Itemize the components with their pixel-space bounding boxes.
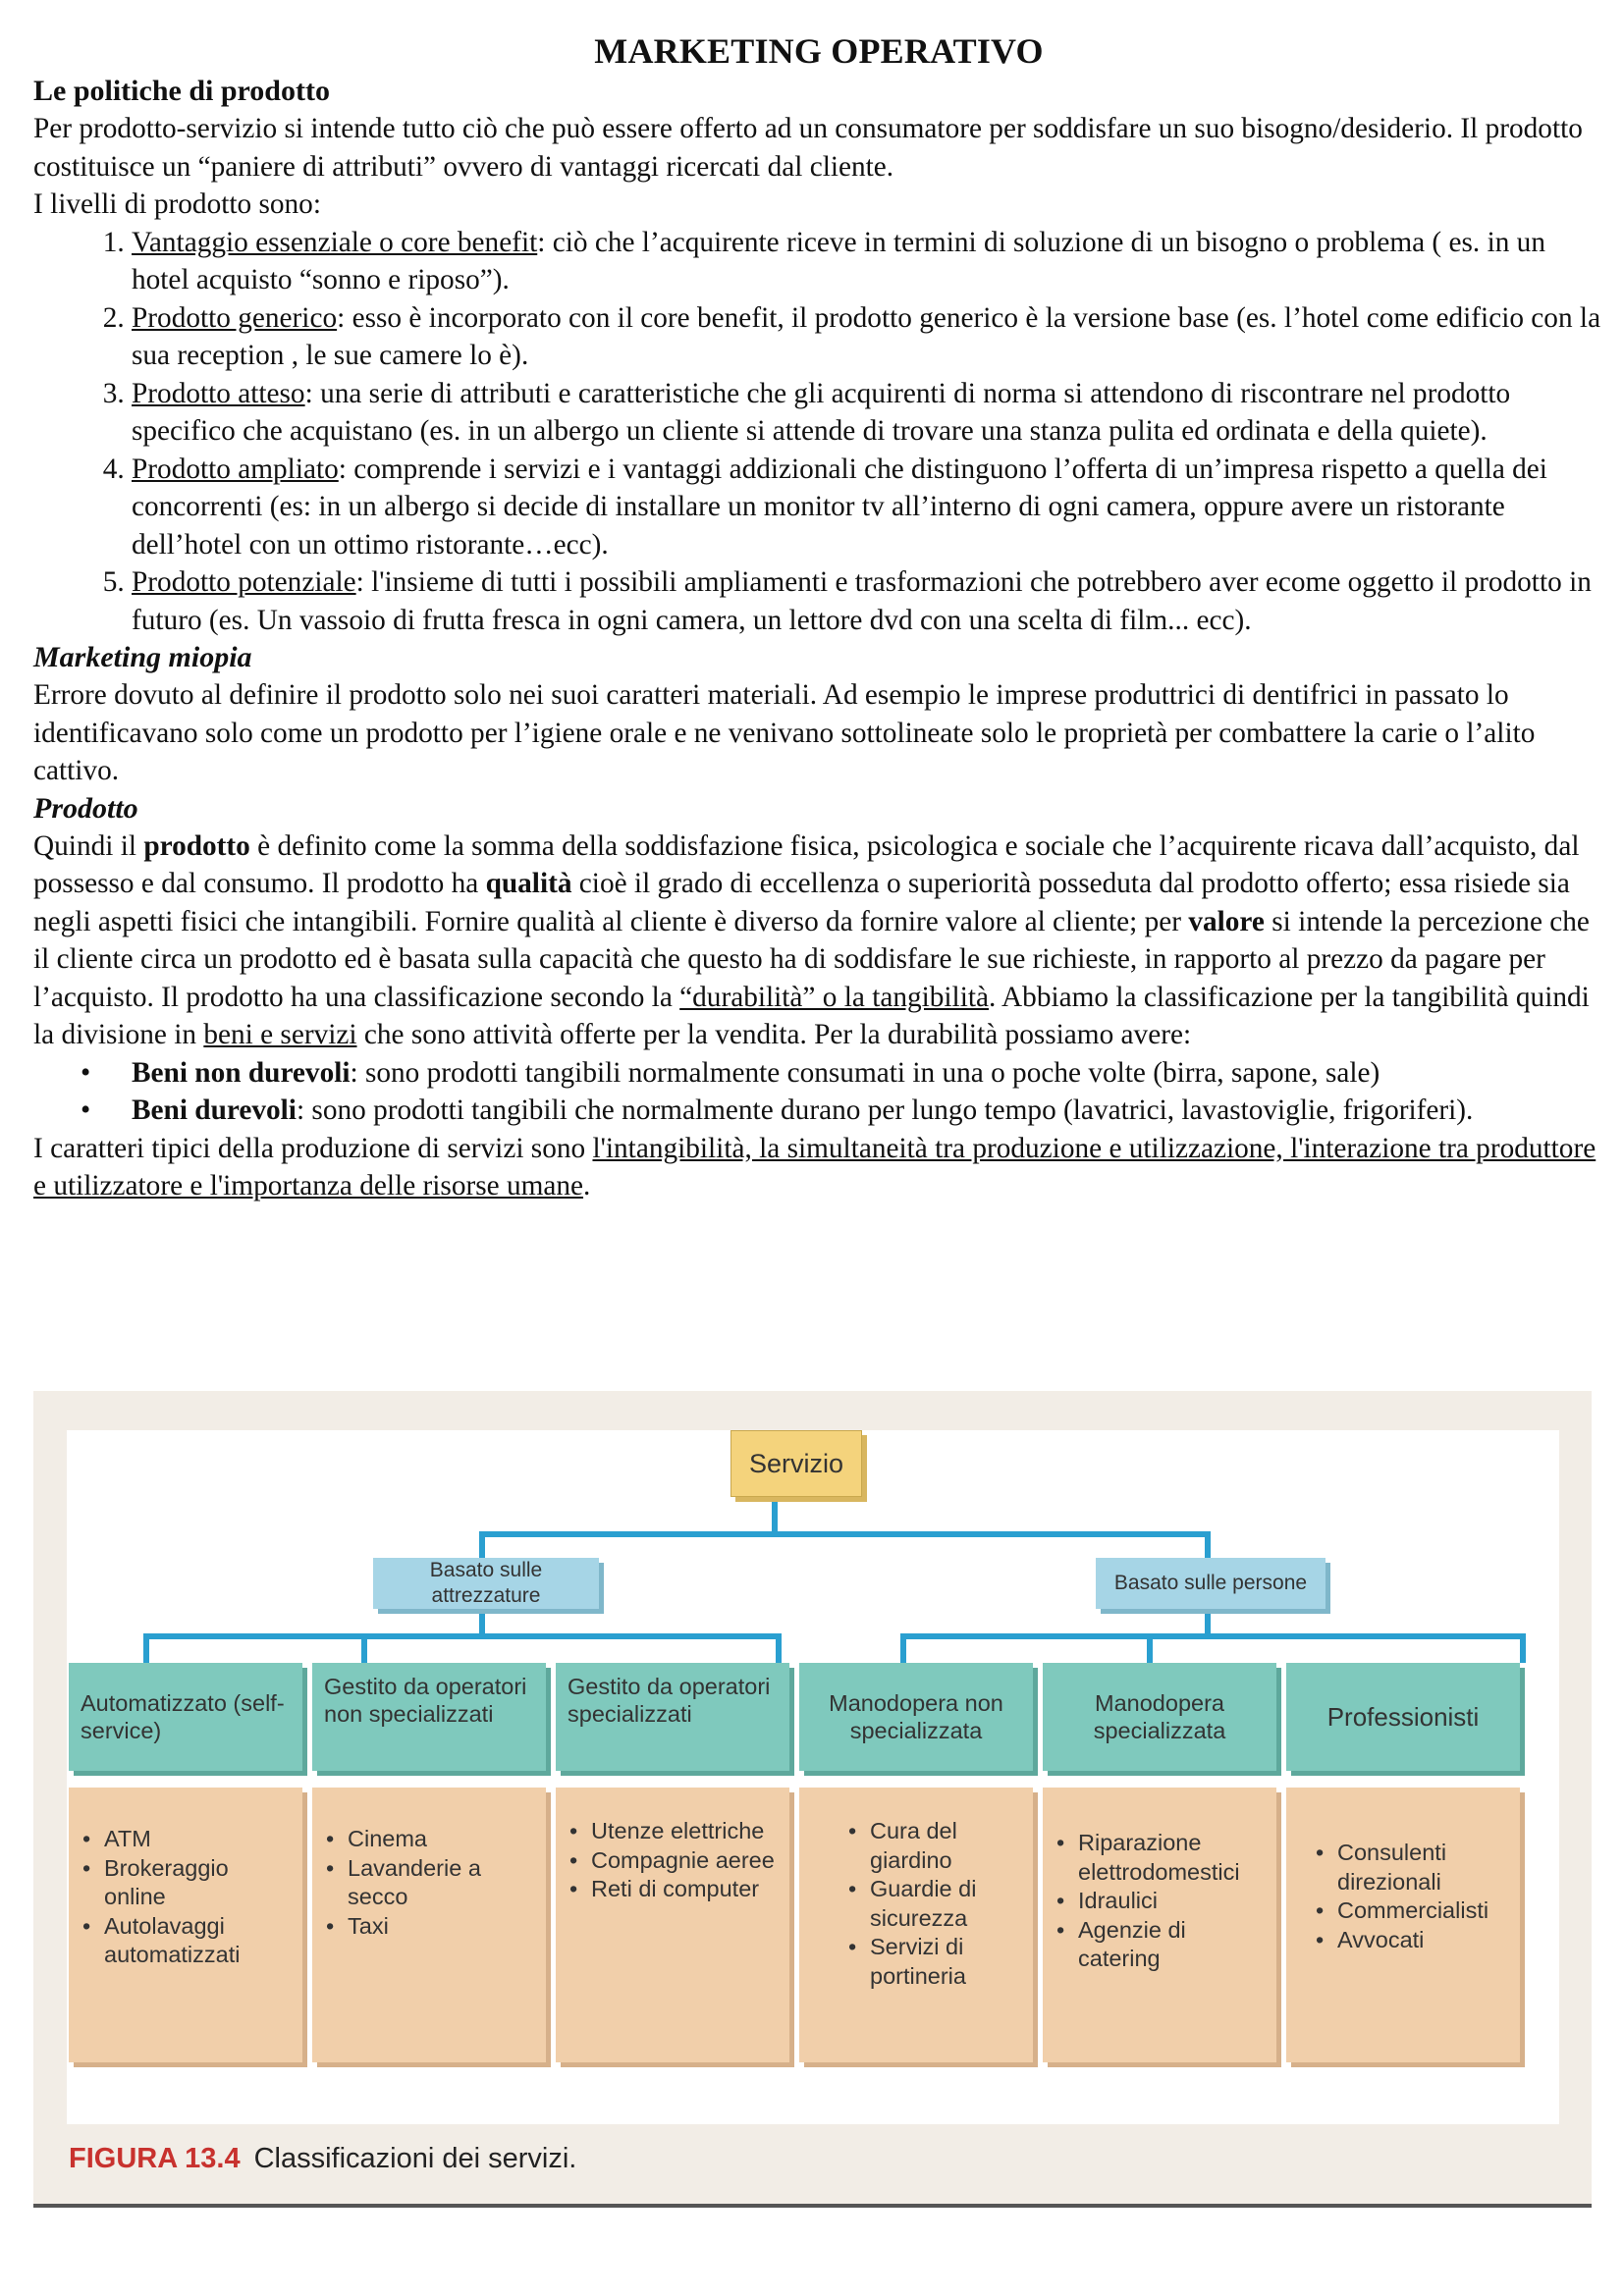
list-item: • Beni non durevoli: sono prodotti tangibili normalmente consumati in una o poche volte (birra, sapone, sale) <box>81 1056 1380 1089</box>
list-item: 5. Prodotto potenziale: l'insieme di tutti i possibili ampliamenti e trasformazioni che potrebbero aver ecome oggetto il prodotto in futuro (es. Un vassoio di frutta fresca in ogni camera, un lettore dvd con una scelta di film... ecc). <box>132 563 1604 639</box>
list-item: 4. Prodotto ampliato: comprende i servizi e i vantaggi addizionali che distinguono l’offerta di un’impresa rispetto a quella dei concorrenti (es: in un albergo si decide di installare un monitor tv all’interno di ogni camera, oppure avere un ristorante dell’hotel con un ottimo ristorante…ecc). <box>132 451 1604 564</box>
examples-node <box>69 1788 302 2062</box>
level-text: l'insieme di tutti i possibili ampliamenti e trasformazioni che potrebbero aver ecome oggetto il prodotto in futuro (es. Un vassoio di frutta fresca in ogni camera, un lettore dvd con una scelta di film... ecc). <box>132 566 1592 636</box>
examples-node <box>1286 1788 1520 2062</box>
term-valore: valore <box>1188 905 1265 937</box>
levels-list <box>33 224 1604 640</box>
list-item: • Beni durevoli: sono prodotti tangibili che normalmente durano per lungo tempo (lavatrici, lavastoviglie, frigoriferi). <box>81 1095 1474 1126</box>
example-item: • Agenzie di catering <box>1056 1916 1267 1974</box>
example-item: • Servizi di portineria <box>848 1933 1023 1991</box>
category-node: Gestito da operatori non specializzati <box>312 1663 546 1771</box>
bullet-term: Beni durevoli <box>132 1095 297 1126</box>
paragraph-miopia: Errore dovuto al definire il prodotto solo nei suoi caratteri materiali. Ad esempio le imprese produttrici di dentifrici in passato lo identificavano solo come un prodotto per l’igiene orale e ne venivano sottolineate solo le proprietà per combattere la carie o l’alito cattivo. <box>33 679 1536 786</box>
examples-node <box>312 1788 546 2062</box>
bullet-term: Beni non durevoli <box>132 1056 351 1089</box>
paragraph-levels-intro: I livelli di prodotto sono: <box>33 188 321 220</box>
term-prodotto: prodotto <box>143 829 250 862</box>
branch-node-attrezzature: Basato sulle attrezzature <box>373 1558 599 1609</box>
section-heading-politiche: Le politiche di prodotto <box>33 75 330 107</box>
level-term: Prodotto atteso <box>132 377 305 409</box>
durability-list <box>33 1054 1604 1130</box>
category-node: Manodopera non specializzata <box>799 1663 1033 1771</box>
example-item: • Avvocati <box>1316 1926 1510 1955</box>
branch-node-persone: Basato sulle persone <box>1096 1558 1325 1609</box>
example-item: • Autolavaggi automatizzati <box>82 1912 293 1970</box>
level-term: Prodotto ampliato <box>132 453 339 485</box>
section-heading-miopia: Marketing miopia <box>33 641 252 673</box>
level-term: Prodotto potenziale <box>132 566 356 598</box>
underlined-beni-servizi: beni e servizi <box>203 1019 357 1050</box>
level-term: Vantaggio essenziale o core benefit <box>132 226 538 258</box>
underlined-caratteri: l'intangibilità, la simultaneità tra produzione e utilizzazione, l'interazione tra produttore e utilizzatore e l'importanza delle risorse umane <box>33 1132 1596 1201</box>
list-item: 2. Prodotto generico: esso è incorporato con il core benefit, il prodotto generico è la versione base (es. l’hotel come edificio con la sua reception , le sue camere lo è). <box>132 299 1604 375</box>
example-item: • Brokeraggio online <box>82 1854 293 1912</box>
paragraph-intro: Per prodotto-servizio si intende tutto ciò che può essere offerto ad un consumatore per soddisfare un suo bisogno/desiderio. Il prodotto costituisce un “paniere di attributi” ovvero di vantaggi ricercati dal cliente. <box>33 113 1583 183</box>
list-item: 1. Vantaggio essenziale o core benefit: ciò che l’acquirente riceve in termini di soluzione di un bisogno o problema ( es. in un hotel acquisto “sonno e riposo”). <box>132 224 1604 299</box>
paragraph-prodotto: Quindi il prodotto è definito come la somma della soddisfazione fisica, psicologica e sociale che l’acquirente ricava dall’acquisto, dal possesso e dal consumo. Il prodotto ha qualità cioè il grado di eccellenza o superiorità posseduta dal prodotto offerto; essa risiede sia negli aspetti fisici che intangibili. Fornire qualità al cliente è diverso da fornire valore al cliente; per valore si intende la percezione che il cliente circa un prodotto ed è basata sulla capacità che questo ha di soddisfare le sue richieste, in rapporto al prezzo da pagare per l’acquisto. Il prodotto ha una classificazione secondo la “durabilità” o la tangibilità. Abbiamo la classificazione per la tangibilità quindi la divisione in beni e servizi che sono attività offerte per la vendita. Per la durabilità possiamo avere: <box>33 829 1590 1050</box>
example-item: • Idraulici <box>1056 1887 1267 1916</box>
category-node: Professionisti <box>1286 1663 1520 1771</box>
example-item: • Lavanderie a secco <box>326 1854 536 1912</box>
example-item: • Reti di computer <box>569 1875 780 1904</box>
example-item: • Cura del giardino <box>848 1817 1023 1875</box>
category-node: Gestito da operatori specializzati <box>556 1663 789 1771</box>
caption-text: Classificazioni dei servizi. <box>253 2143 577 2174</box>
caption-number: FIGURA 13.4 <box>69 2143 241 2174</box>
example-item: • Cinema <box>326 1825 536 1854</box>
example-item: • ATM <box>82 1825 293 1854</box>
section-heading-prodotto: Prodotto <box>33 791 138 825</box>
level-term: Prodotto generico <box>132 301 338 334</box>
services-classification-figure <box>33 1391 1592 2208</box>
example-item: • Commercialisti <box>1316 1896 1510 1926</box>
diagram-area <box>67 1430 1559 2124</box>
example-item: • Utenze elettriche <box>569 1817 780 1846</box>
term-qualita: qualità <box>485 868 572 899</box>
example-item: • Riparazione elettrodomestici <box>1056 1829 1267 1887</box>
example-item: • Compagnie aeree <box>569 1846 780 1876</box>
underlined-durabilita: “durabilità” o la tangibilità <box>679 981 989 1013</box>
category-node: Automatizzato (self-service) <box>69 1663 302 1771</box>
example-item: • Guardie di sicurezza <box>848 1875 1023 1933</box>
level-text: una serie di attributi e caratteristiche che gli acquirenti di norma si attendono di riscontrare nel prodotto specifico che acquistano (es. in un albergo un cliente si attende di trovare una stanza pulita ed ordinata e della quiete). <box>132 377 1511 447</box>
level-text: ciò che l’acquirente riceve in termini di soluzione di un bisogno o problema ( es. in un hotel acquisto “sonno e riposo”). <box>132 226 1545 295</box>
examples-node <box>799 1788 1033 2062</box>
examples-node <box>1043 1788 1276 2062</box>
page-title: MARKETING OPERATIVO <box>594 31 1044 71</box>
example-item: • Taxi <box>326 1912 536 1942</box>
root-node: Servizio <box>730 1430 862 1497</box>
category-node: Manodopera specializzata <box>1043 1663 1276 1771</box>
examples-node <box>556 1788 789 2062</box>
level-text: esso è incorporato con il core benefit, il prodotto generico è la versione base (es. l’hotel come edificio con la sua reception , le sue camere lo è). <box>132 301 1601 371</box>
figure-caption <box>69 2143 576 2175</box>
level-text: comprende i servizi e i vantaggi addizionali che distinguono l’offerta di un’impresa rispetto a quella dei concorrenti (es: in un albergo si decide di installare un monitor tv all’interno di ogni camera, oppure avere un ristorante dell’hotel con un ottimo ristorante…ecc). <box>132 453 1547 561</box>
example-item: • Consulenti direzionali <box>1316 1839 1510 1896</box>
paragraph-servizi: I caratteri tipici della produzione di servizi sono l'intangibilità, la simultaneità tra produzione e utilizzazione, l'interazione tra produttore e utilizzatore e l'importanza delle risorse umane. <box>33 1132 1596 1201</box>
list-item: 3. Prodotto atteso: una serie di attributi e caratteristiche che gli acquirenti di norma si attendono di riscontrare nel prodotto specifico che acquistano (es. in un albergo un cliente si attende di trovare una stanza pulita ed ordinata e della quiete). <box>132 375 1604 451</box>
document-page <box>33 29 1604 1205</box>
